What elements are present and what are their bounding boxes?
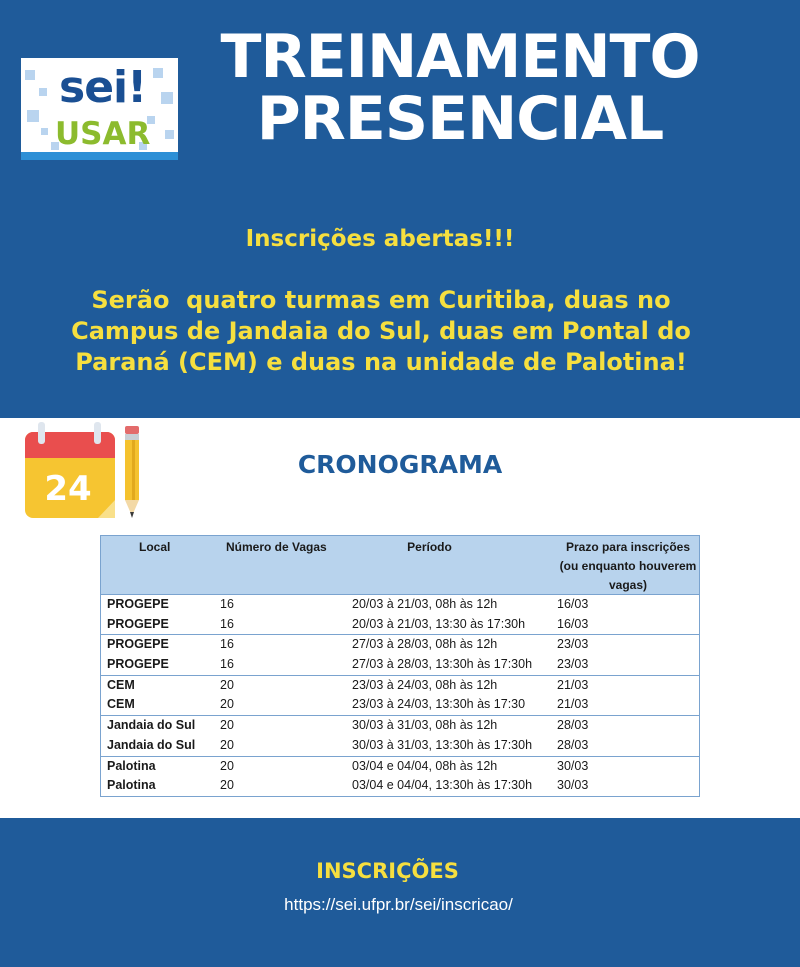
cell-periodo: 03/04 e 04/04, 08h às 12h: [352, 758, 498, 773]
cell-prazo: 28/03: [557, 737, 589, 752]
cell-vagas: 20: [220, 737, 234, 752]
col-local: Local: [139, 540, 171, 554]
table-row: [101, 634, 699, 655]
table-row: [101, 715, 699, 736]
table-row: [101, 695, 699, 715]
cell-prazo: 23/03: [557, 637, 589, 652]
sei-usar-logo: [21, 58, 178, 160]
title-line-1: TREINAMENTO: [220, 22, 700, 92]
cell-vagas: 20: [220, 778, 234, 793]
table-row: [101, 756, 699, 777]
cell-local: Palotina: [107, 758, 156, 773]
cell-periodo: 20/03 à 21/03, 08h às 12h: [352, 597, 498, 611]
cell-vagas: 16: [220, 597, 234, 611]
logo-tag: USAR: [55, 116, 151, 152]
cell-vagas: 20: [220, 697, 234, 712]
cell-prazo: 16/03: [557, 616, 589, 631]
cell-prazo: 30/03: [557, 758, 589, 773]
cell-periodo: 30/03 à 31/03, 13:30h às 17:30h: [352, 737, 533, 752]
cell-periodo: 27/03 à 28/03, 13:30h às 17:30h: [352, 657, 533, 672]
page-title: [180, 22, 740, 154]
table-row: [101, 615, 699, 635]
cell-prazo: 30/03: [557, 778, 589, 793]
cell-periodo: 20/03 à 21/03, 13:30 às 17:30h: [352, 616, 526, 631]
cell-vagas: 16: [220, 616, 234, 631]
cell-prazo: 28/03: [557, 718, 589, 733]
logo-bar: [21, 152, 178, 160]
title-line-2: PRESENCIAL: [256, 84, 664, 154]
cell-local: CEM: [107, 677, 135, 692]
cell-prazo: 23/03: [557, 657, 589, 672]
cell-vagas: 20: [220, 677, 234, 692]
table-row: [101, 776, 699, 796]
announcement-text: [0, 285, 762, 378]
cell-prazo: 21/03: [557, 697, 589, 712]
announcement-headline: Inscrições abertas!!!: [245, 226, 515, 252]
col-vagas: Número de Vagas: [226, 540, 327, 554]
table-row: [101, 675, 699, 696]
cell-vagas: 16: [220, 637, 234, 652]
logo-brand: sei!: [59, 62, 147, 113]
schedule-table: [100, 535, 700, 797]
cell-local: PROGEPE: [107, 637, 169, 652]
cell-vagas: 20: [220, 758, 234, 773]
announcement-line-3: Paraná (CEM) e duas na unidade de Palotina!: [75, 348, 687, 376]
schedule-title: CRONOGRAMA: [297, 450, 503, 479]
registration-url[interactable]: https://sei.ufpr.br/sei/inscricao/: [284, 895, 513, 914]
footer-banner: [0, 818, 800, 967]
table-row: [101, 594, 699, 615]
cell-local: Palotina: [107, 778, 156, 793]
announcement-line-1: Serão quatro turmas em Curitiba, duas no: [91, 286, 671, 314]
table-body: [101, 594, 699, 796]
cell-periodo: 23/03 à 24/03, 13:30h às 17:30: [352, 697, 526, 712]
table-header: [101, 536, 699, 594]
col-periodo: Período: [407, 540, 452, 554]
cell-local: Jandaia do Sul: [107, 718, 196, 733]
cell-local: Jandaia do Sul: [107, 737, 196, 752]
calendar-day: 24: [44, 469, 92, 509]
cell-prazo: 16/03: [557, 597, 589, 611]
cell-local: CEM: [107, 697, 135, 712]
col-prazo: Prazo para inscrições (ou enquanto houverem vagas): [559, 540, 697, 592]
table-row: [101, 655, 699, 675]
registration-label: INSCRIÇÕES: [316, 859, 459, 883]
cell-periodo: 23/03 à 24/03, 08h às 12h: [352, 677, 498, 692]
cell-vagas: 20: [220, 718, 234, 733]
cell-periodo: 27/03 à 28/03, 08h às 12h: [352, 637, 498, 652]
cell-prazo: 21/03: [557, 677, 589, 692]
cell-periodo: 30/03 à 31/03, 08h às 12h: [352, 718, 498, 733]
cell-local: PROGEPE: [107, 597, 169, 611]
cell-periodo: 03/04 e 04/04, 13:30h às 17:30h: [352, 778, 533, 793]
cell-local: PROGEPE: [107, 616, 169, 631]
table-row: [101, 736, 699, 756]
cell-local: PROGEPE: [107, 657, 169, 672]
cell-vagas: 16: [220, 657, 234, 672]
announcement-line-2: Campus de Jandaia do Sul, duas em Pontal do: [71, 317, 691, 345]
